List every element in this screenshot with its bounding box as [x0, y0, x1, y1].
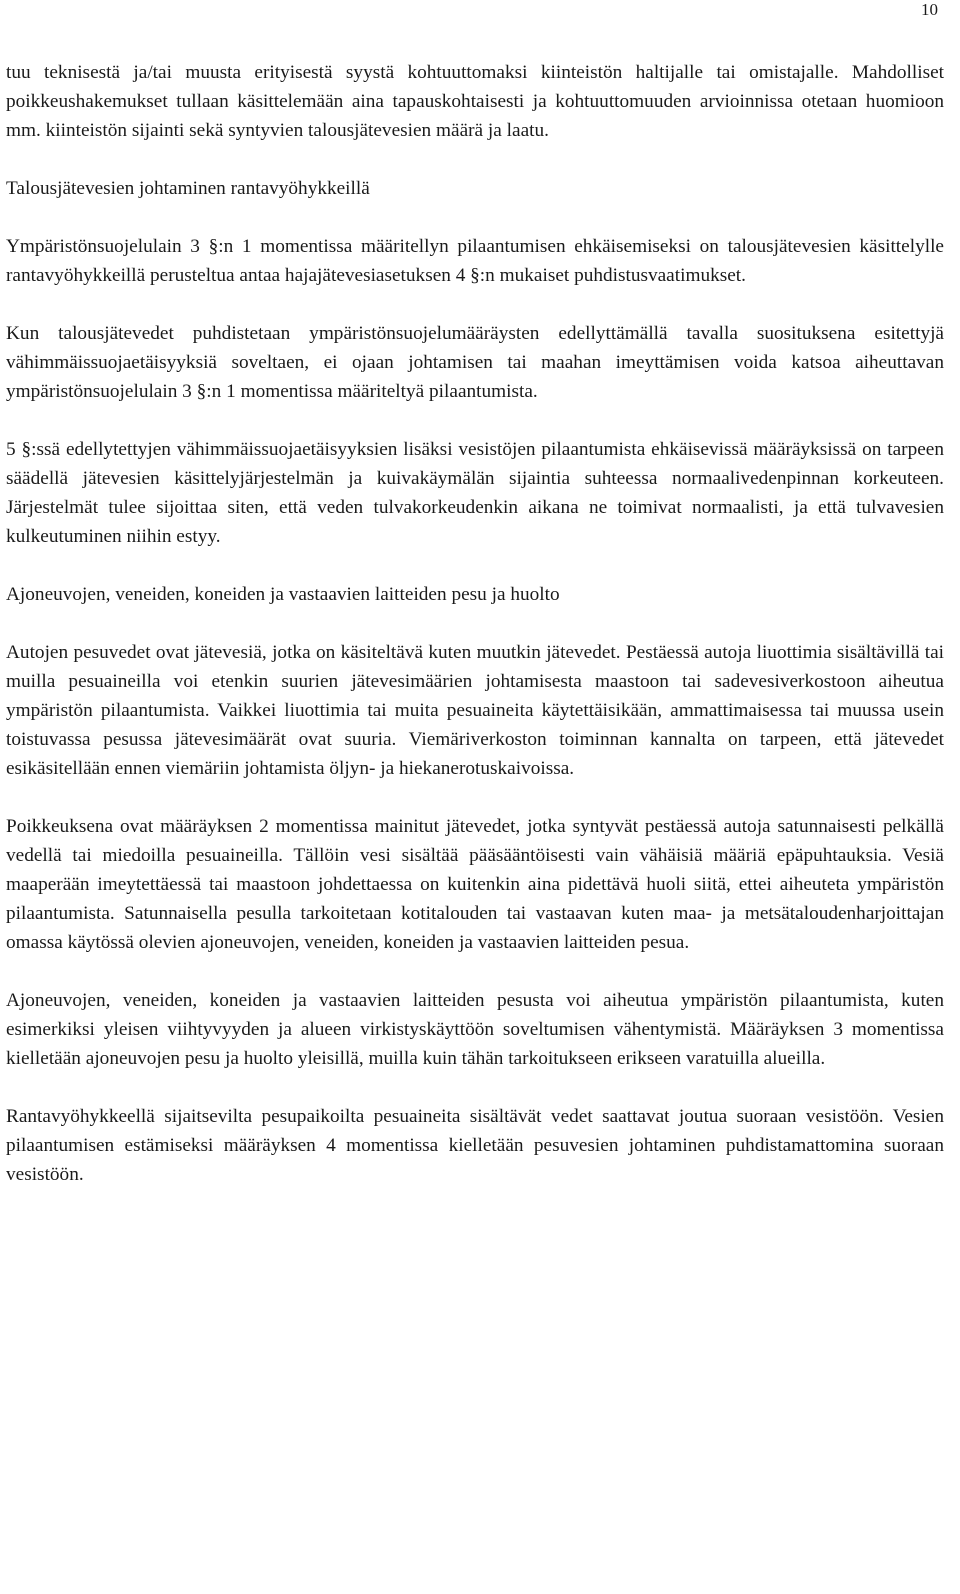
page-number: 10: [921, 0, 938, 19]
paragraph-water-level-placement: 5 §:ssä edellytettyjen vähimmäissuojaetäisyyksien lisäksi vesistöjen pilaantumista ehkäisevissä määräyksissä on tarpeen säädellä jätevesien käsittelyjärjestelmän ja kuivakäymälän sijaintia suhteessa normaalivedenpinnan korkeuteen. Järjestelmät tulee sijoittaa siten, että veden tulvakorkeudenkin aikana ne toimivat normaalisti, ja että tulvavesien kulkeutuminen niihin estyy.: [6, 439, 944, 547]
paragraph-exceptions: Poikkeuksena ovat määräyksen 2 momentissa mainitut jätevedet, jotka syntyvät pestäessä autoja satunnaisesti pelkällä vedellä tai miedoilla pesuaineilla. Tällöin vesi sisältää pääsääntöisesti vain vähäisiä määriä epäpuhtauksia. Vesiä maaperään imeytettäessä tai maastoon johdettaessa on kuitenkin aina pidettävä huoli siitä, ettei aiheuteta ympäristön pilaantumista. Satunnaisella pesulla tarkoitetaan kotitalouden tai vastaavan kuten maa- ja metsätaloudenharjoittajan omassa käytössä olevien ajoneuvojen, veneiden, koneiden ja vastaavien laitteiden pesua.: [6, 816, 944, 953]
paragraph-public-areas: Ajoneuvojen, veneiden, koneiden ja vastaavien laitteiden pesusta voi aiheutua ympäristön pilaantumista, kuten esimerkiksi yleisen viihtyvyyden ja alueen virkistyskäyttöön soveltumisen vähentymistä. Määräyksen 3 momentissa kielletään ajoneuvojen pesu ja huolto yleisillä, muilla kuin tähän tarkoitukseen erikseen varatuilla alueilla.: [6, 990, 944, 1069]
paragraph-shoreline-wash-sites: Rantavyöhykkeellä sijaitsevilta pesupaikoilta pesuaineita sisältävät vedet saattavat joutua suoraan vesistöön. Vesien pilaantumisen estämiseksi määräyksen 4 momentissa kielletään pesuvesien johtaminen puhdistamattomina suoraan vesistöön.: [6, 1106, 944, 1185]
section-heading-shoreline-wastewater: Talousjätevesien johtaminen rantavyöhykkeillä: [6, 178, 370, 199]
paragraph-car-wash-water: Autojen pesuvedet ovat jätevesiä, jotka on käsiteltävä kuten muutkin jätevedet. Pestäessä autoja liuottimia sisältävillä tai muilla pesuaineilla voi etenkin suurien jätevesimäärien johtamisesta maastoon tai sadevesiverkostoon aiheutua ympäristön pilaantumista. Vaikkei liuottimia tai muita pesuaineita käytettäisikään, ammattimaisessa tai muussa usein toistuvassa pesussa jätevesimäärät ovat suuria. Viemäriverkoston toiminnan kannalta on tarpeen, että jätevedet esikäsitellään ennen viemäriin johtamista öljyn- ja hiekanerotuskaivoissa.: [6, 642, 944, 779]
page-body: [6, 58, 944, 1189]
section-heading-vehicle-washing: Ajoneuvojen, veneiden, koneiden ja vastaavien laitteiden pesu ja huolto: [6, 584, 560, 605]
paragraph-environmental-protection-act: Ympäristönsuojelulain 3 §:n 1 momentissa määritellyn pilaantumisen ehkäisemiseksi on talousjätevesien käsittelylle rantavyöhykkeillä perusteltua antaa hajajätevesiasetuksen 4 §:n mukaiset puhdistusvaatimukset.: [6, 236, 944, 286]
paragraph-intro-continuation: tuu teknisestä ja/tai muusta erityisestä syystä kohtuuttomaksi kiinteistön haltijalle tai omistajalle. Mahdolliset poikkeushakemukset tullaan käsittelemään aina tapauskohtaisesti ja kohtuuttomuuden arvioinnissa otetaan huomioon mm. kiinteistön sijainti sekä syntyvien talousjätevesien määrä ja laatu.: [6, 62, 944, 141]
paragraph-treatment-distances: Kun talousjätevedet puhdistetaan ympäristönsuojelumääräysten edellyttämällä tavalla suosituksena esitettyjä vähimmäissuojaetäisyyksiä soveltaen, ei ojaan johtamisen tai maahan imeyttämisen voida katsoa aiheuttavan ympäristönsuojelulain 3 §:n 1 momentissa määriteltyä pilaantumista.: [6, 323, 944, 402]
